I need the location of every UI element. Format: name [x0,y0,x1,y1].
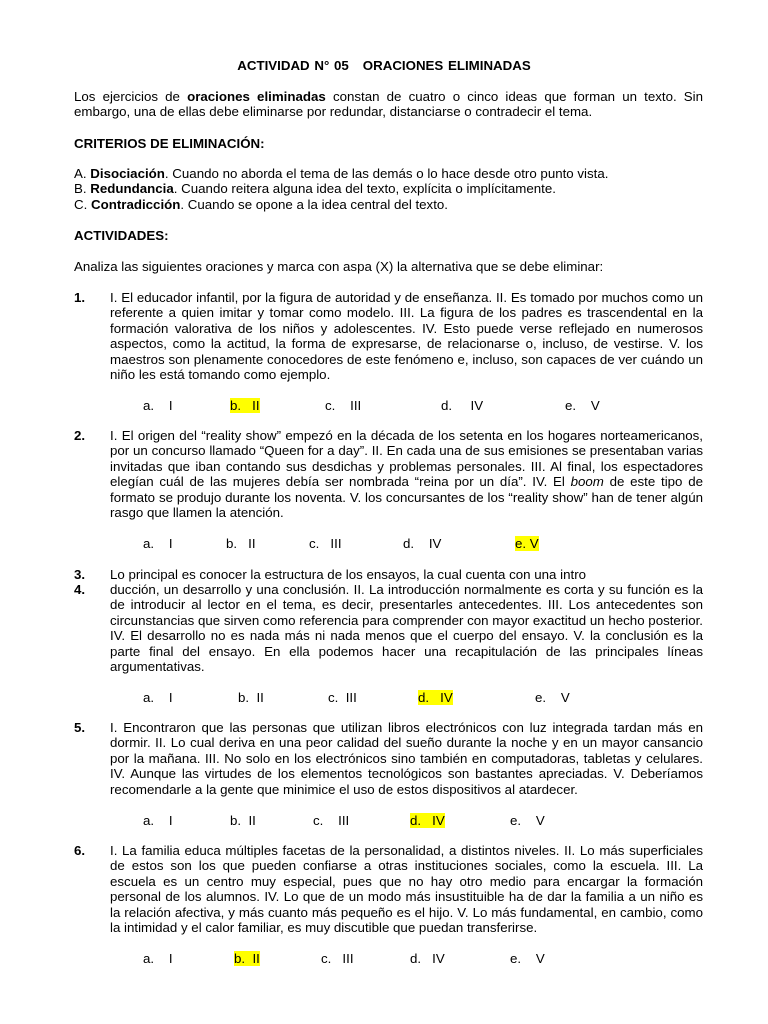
question-1-option-b[interactable]: b. II [230,398,260,413]
question-6-option-d[interactable]: d. IV [410,951,445,966]
question-5-option-d[interactable]: d. IV [410,813,445,828]
question-4-number: 4. [74,582,86,597]
question-6-option-a[interactable]: a. I [143,951,173,966]
question-6-option-b[interactable]: b. II [234,951,260,966]
question-2-option-c[interactable]: c. III [309,536,342,551]
criterion-description: . Cuando no aborda el tema de las demás o lo hace desde otro punto vista. [164,166,609,181]
intro-paragraph [74,89,703,120]
question-5-text: I. Encontraron que las personas que utilizan libros electrónicos con luz integrada tardan más en dormir. II. Lo cual deriva en una peor calidad del sueño durante la noche y en un mayor cansancio por la mañana. III. No solo en los electrónicos sino también en computadoras, tabletas y celulares. IV. Aunque las virtudes de los elementos tecnológicos son bastantes apreciadas. V. Deberíamos recomendarle a la gente que minimice el uso de estos dispositivos al atardecer. [110,720,703,797]
question-6-option-e[interactable]: e. V [510,951,545,966]
activity-number: ACTIVIDAD N° 05 [237,58,349,73]
question-4-option-c[interactable]: c. III [328,690,357,705]
criterion-term: Redundancia [90,181,174,196]
question-4-option-d[interactable]: d. IV [418,690,453,705]
question-2-option-a[interactable]: a. I [143,536,173,551]
question-1-option-a[interactable]: a. I [143,398,173,413]
question-3-text: Lo principal es conocer la estructura de los ensayos, la cual cuenta con una intro [110,567,587,582]
intro-text-end: constan de cuatro o cinco ideas que forman un texto. Sin embargo, una de ellas debe eliminarse por redundar, distanciarse o contradecir el tema. [74,89,704,120]
criterion-letter: B. [74,181,91,196]
question-2-text-start: I. El origen del “reality show” empezó en la década de los setenta en los hogares norteamericanos, por un concurso llamado “Queen for a day”. II. En cada una de sus emisiones se presentaban varias invitadas que iban contando sus desdichas y problemas personales. III. Al final, los espectadores elegían cuál de las mujeres debía ser nombrada “reina por un día”. IV. El [110,428,703,490]
question-4-option-e[interactable]: e. V [535,690,570,705]
question-2-italic-term: boom [570,474,604,490]
page-title [0,58,768,73]
question-6-text: I. La familia educa múltiples facetas de la personalidad, a distintos niveles. II. Lo más superficiales de estos son los que pueden confiarse a otras instituciones sociales, como la escuela. III. La escuela es un centro muy especial, pues que no hay otro medio para encargar la formación personal de los alumnos. IV. Lo que de un modo más insustituible ha de dar la familia a un niño es la relación afectiva, y más cuanto más pequeño es el hijo. V. Lo más fundamental, en cambio, como la intimidad y el calor familiar, es muy discutible que puedan transferirse. [110,843,703,936]
question-6-option-c[interactable]: c. III [321,951,354,966]
criterion-term: Contradicción [91,197,181,212]
question-2-option-d[interactable]: d. IV [403,536,442,551]
question-4-option-b[interactable]: b. II [238,690,264,705]
question-5-number: 5. [74,720,86,735]
question-4-option-a[interactable]: a. I [143,690,173,705]
question-1-option-c[interactable]: c. III [325,398,362,413]
question-1-text: I. El educador infantil, por la figura de autoridad y de enseñanza. II. Es tomado por muchos como un referente a quien imitar y tomar como modelo. III. La figura de los padres es trascendental en la formación valorativa de los niños y adolescentes. IV. Esto puede verse reflejado en numerosos aspectos, como la actitud, la forma de expresarse, de relacionarse o, incluso, de vestirse. V. los maestros son plenamente conocedores de este fenómeno e, incluso, son capaces de ver cuándo un niño les está tomando como ejemplo. [110,290,703,383]
question-5-option-a[interactable]: a. I [143,813,173,828]
activities-heading: ACTIVIDADES: [74,228,169,243]
criterion-b [74,181,703,196]
criterion-letter: A. [74,166,91,181]
question-2-text-end: de este tipo de formato se produjo durante los noventa. V. los concursantes de los “reality show” han de tener algún rasgo que llamen la atención. [110,474,703,521]
criterion-term: Disociación [90,166,165,181]
question-3-number: 3. [74,567,86,582]
question-5-option-b[interactable]: b. II [230,813,256,828]
question-4-text: ducción, un desarrollo y una conclusión. II. La introducción normalmente es corta y su función es la de introducir al lector en el tema, es decir, presentarles antecedentes. III. Los antecedentes son circunstancias que sirven como referencia para comprender con mayor exactitud un hecho posterior. IV. El desarrollo no es nada más ni nada menos que el cuerpo del ensayo. V. la conclusión es la parte final del ensayo. En ella podemos hacer una recapitulación de las principales líneas argumentativas. [110,582,703,675]
criterion-c [74,197,703,212]
question-2-option-e[interactable]: e. V [515,536,539,551]
question-6-number: 6. [74,843,86,858]
question-2-option-b[interactable]: b. II [226,536,256,551]
criteria-heading: CRITERIOS DE ELIMINACIÓN: [74,136,265,151]
intro-bold-term: oraciones eliminadas [187,89,326,104]
question-5-option-e[interactable]: e. V [510,813,545,828]
question-1-number: 1. [74,290,86,305]
question-1-option-e[interactable]: e. V [565,398,600,413]
question-2-text [110,428,703,520]
question-5-option-c[interactable]: c. III [313,813,350,828]
criterion-description: . Cuando reitera alguna idea del texto, explícita o implícitamente. [173,181,556,196]
question-2-number: 2. [74,428,86,443]
criterion-description: . Cuando se opone a la idea central del texto. [180,197,448,212]
intro-text-start: Los ejercicios de [74,89,188,104]
instruction-text: Analiza las siguientes oraciones y marca con aspa (X) la alternativa que se debe eliminar: [74,259,604,274]
activity-topic: ORACIONES ELIMINADAS [362,58,531,73]
question-1-option-d[interactable]: d. IV [441,398,484,413]
criterion-letter: C. [74,197,91,212]
criterion-a [74,166,703,181]
